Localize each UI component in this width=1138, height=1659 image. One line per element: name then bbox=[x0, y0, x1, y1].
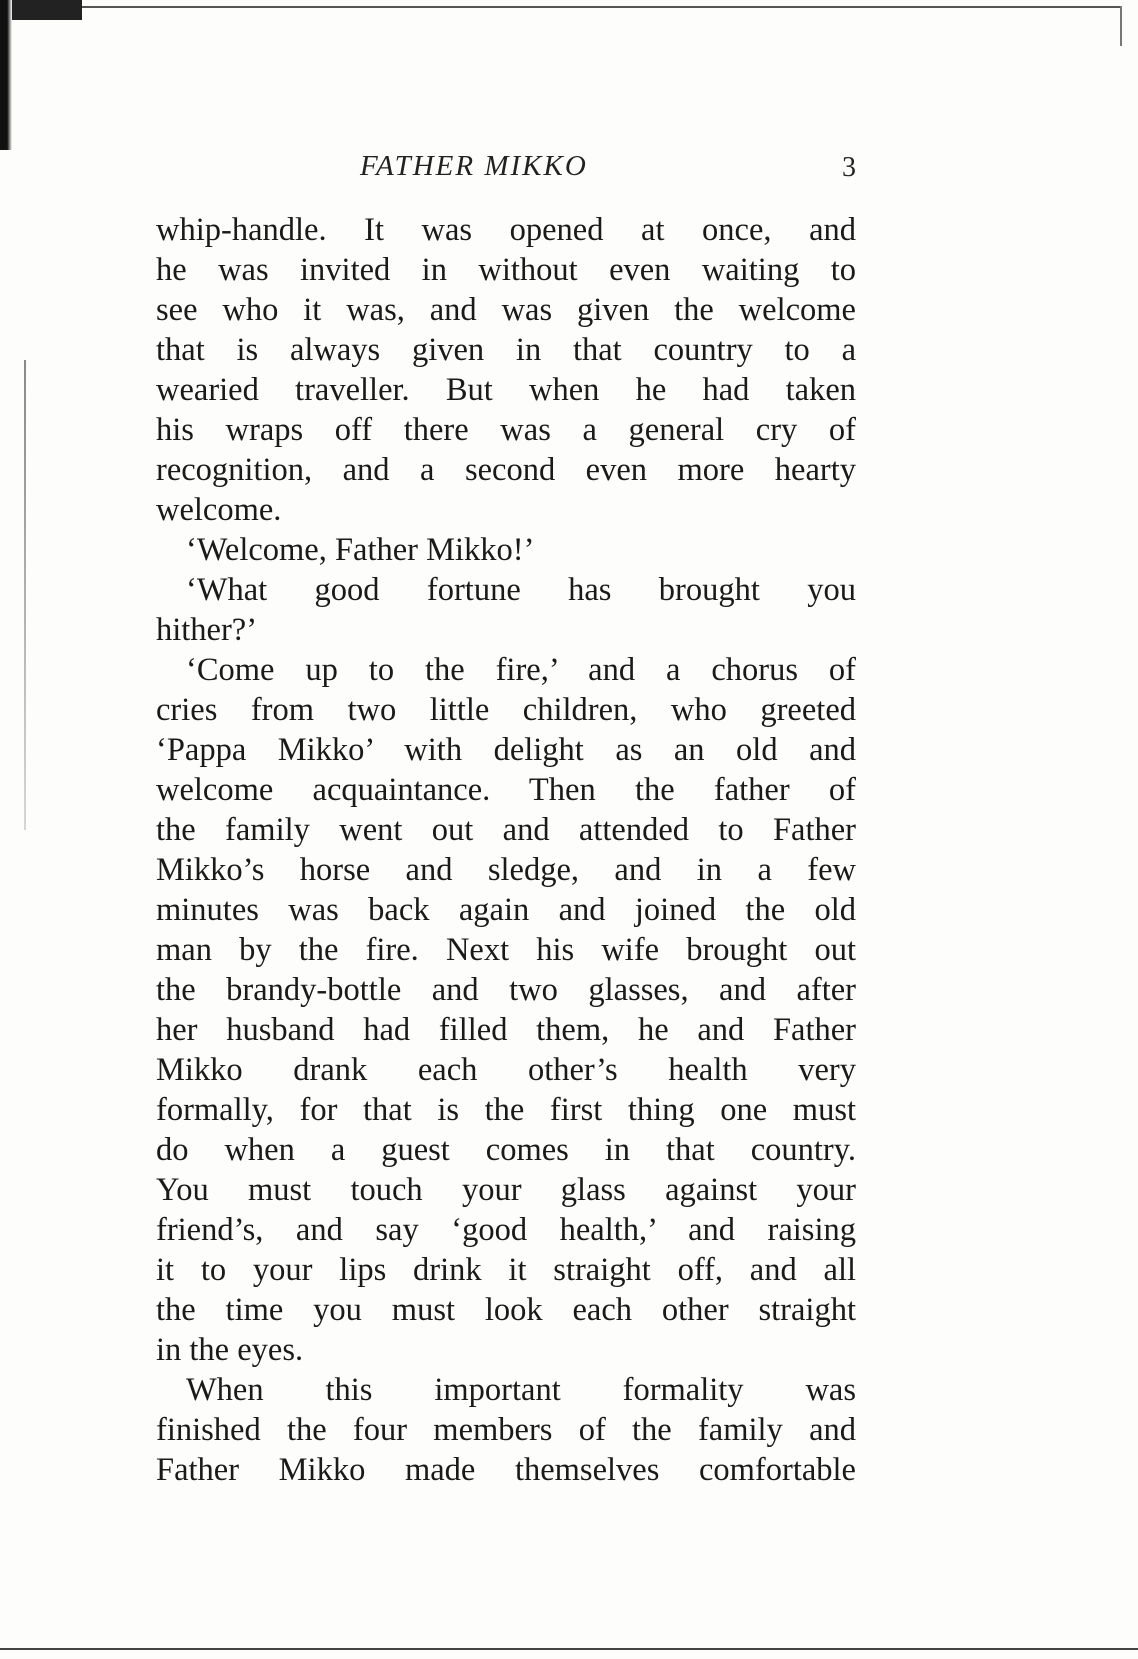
text-line: welcome. bbox=[156, 492, 282, 528]
text-line: ‘Pappa Mikko’ with delight as an old and bbox=[156, 732, 856, 768]
text-line: cries from two little children, who greeted bbox=[156, 692, 856, 728]
text-line: You must touch your glass against your bbox=[156, 1172, 856, 1208]
text-line: minutes was back again and joined the old bbox=[156, 892, 856, 928]
bottom-edge-rule bbox=[0, 1648, 1138, 1650]
text-line: formally, for that is the first thing one must bbox=[156, 1092, 856, 1128]
text-line: whip-handle. It was opened at once, and bbox=[156, 212, 856, 248]
text-line: the family went out and attended to Father bbox=[156, 812, 856, 848]
body-text bbox=[156, 210, 856, 1490]
text-line: welcome acquaintance. Then the father of bbox=[156, 772, 856, 808]
text-line: Mikko’s horse and sledge, and in a few bbox=[156, 852, 856, 888]
text-line: wearied traveller. But when he had taken bbox=[156, 372, 856, 408]
page-number: 3 bbox=[842, 152, 856, 183]
text-line: her husband had filled them, he and Father bbox=[156, 1012, 856, 1048]
binding-shadow bbox=[0, 0, 12, 150]
text-line: hither?’ bbox=[156, 612, 258, 648]
text-line: the time you must look each other straight bbox=[156, 1292, 856, 1328]
binding-shadow-top bbox=[12, 0, 82, 20]
text-line: do when a guest comes in that country. bbox=[156, 1132, 856, 1168]
text-line: Father Mikko made themselves comfortable bbox=[156, 1452, 856, 1488]
running-head: FATHER MIKKO bbox=[360, 150, 588, 182]
text-line: friend’s, and say ‘good health,’ and raising bbox=[156, 1212, 856, 1248]
top-edge-rule bbox=[70, 6, 1120, 8]
text-line: it to your lips drink it straight off, and all bbox=[156, 1252, 856, 1288]
page-edge-line bbox=[24, 360, 26, 830]
text-line: When this important formality was bbox=[186, 1372, 856, 1408]
text-line: ‘Welcome, Father Mikko!’ bbox=[186, 532, 535, 568]
text-line: the brandy-bottle and two glasses, and after bbox=[156, 972, 856, 1008]
text-line: man by the fire. Next his wife brought out bbox=[156, 932, 856, 968]
text-line: his wraps off there was a general cry of bbox=[156, 412, 856, 448]
text-line: ‘Come up to the fire,’ and a chorus of bbox=[186, 652, 856, 688]
text-line: that is always given in that country to a bbox=[156, 332, 856, 368]
text-line: in the eyes. bbox=[156, 1332, 304, 1368]
text-line: Mikko drank each other’s health very bbox=[156, 1052, 856, 1088]
text-line: ‘What good fortune has brought you bbox=[186, 572, 856, 608]
text-line: he was invited in without even waiting to bbox=[156, 252, 856, 288]
text-line: see who it was, and was given the welcome bbox=[156, 292, 856, 328]
right-edge-rule bbox=[1120, 6, 1122, 46]
text-line: recognition, and a second even more hearty bbox=[156, 452, 856, 488]
text-line: finished the four members of the family and bbox=[156, 1412, 856, 1448]
